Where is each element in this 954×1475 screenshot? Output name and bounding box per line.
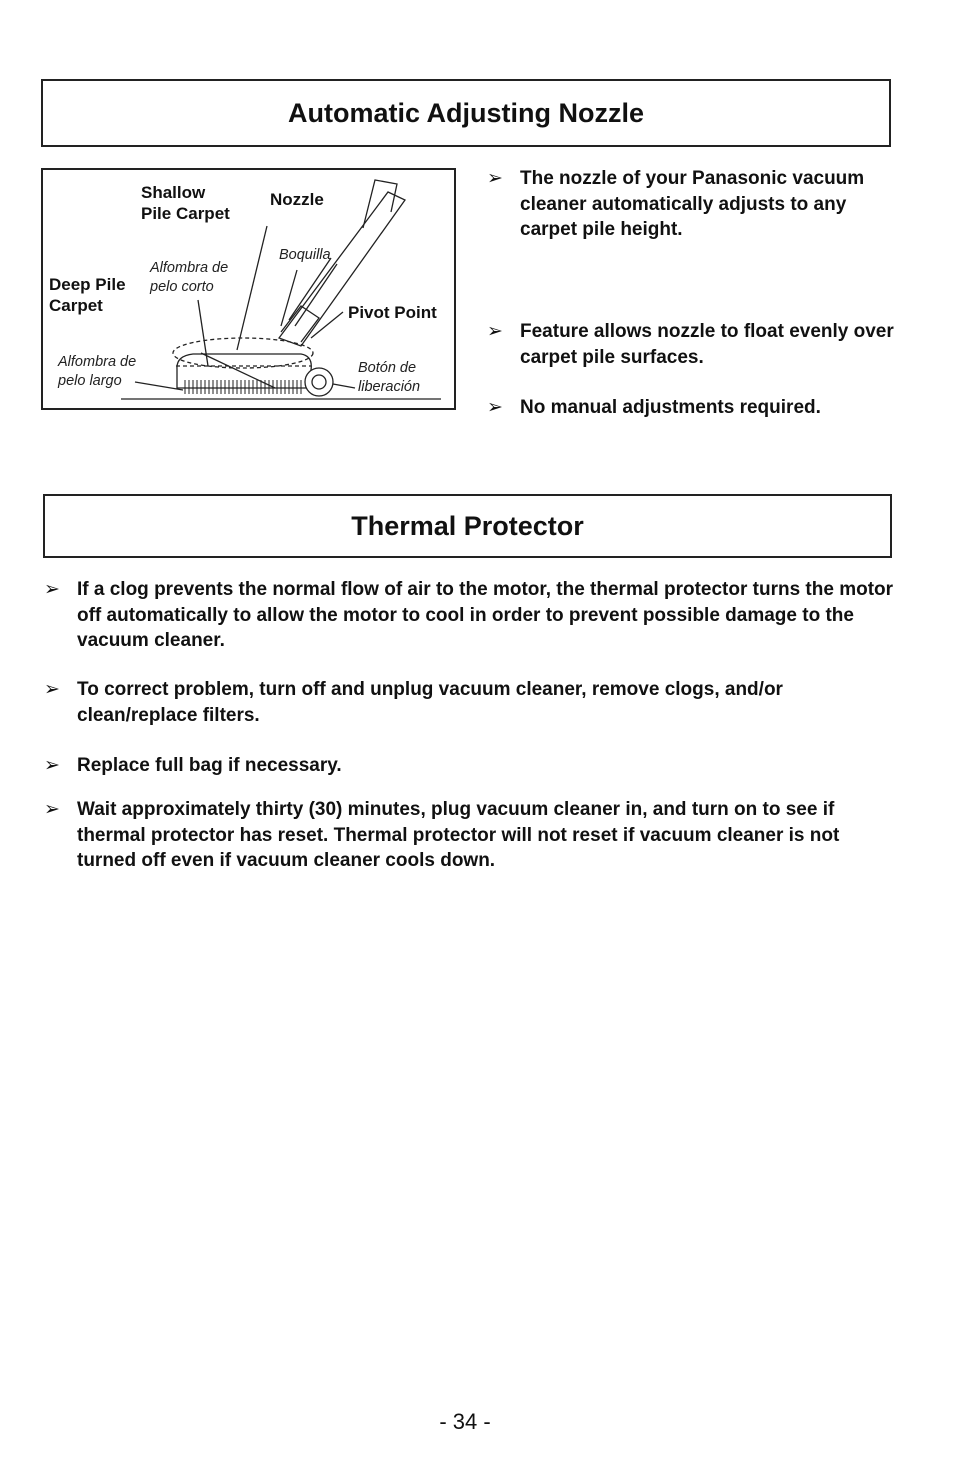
bullet-arrow-icon: ➢ (487, 321, 503, 342)
bullet-arrow-icon: ➢ (487, 397, 503, 418)
bullet-arrow-icon: ➢ (44, 579, 60, 600)
bullet-text: To correct problem, turn off and unplug vacuum cleaner, remove clogs, and/or clean/replace filters. (77, 679, 783, 726)
bullet-text: Replace full bag if necessary. (77, 755, 342, 776)
nozzle-bullet (487, 166, 897, 243)
nozzle-diagram (41, 168, 456, 410)
nozzle-bullet (487, 319, 897, 370)
section-title-text: Automatic Adjusting Nozzle (288, 97, 644, 128)
label-nozzle: Nozzle (270, 190, 324, 209)
section-title-nozzle (41, 79, 891, 147)
section-title-text: Thermal Protector (351, 510, 584, 541)
bullet-arrow-icon: ➢ (44, 799, 60, 820)
label-boquilla: Boquilla (279, 247, 331, 263)
label-pivot-point: Pivot Point (348, 303, 437, 322)
bullet-arrow-icon: ➢ (44, 755, 60, 776)
bullet-text: Feature allows nozzle to float evenly over carpet pile surfaces. (520, 321, 894, 368)
label-alfombra-pelo-corto: Alfombra de pelo corto (150, 260, 229, 295)
section-title-thermal (43, 494, 892, 558)
label-shallow-pile-carpet (141, 182, 230, 224)
bullet-text: If a clog prevents the normal flow of air to the motor, the thermal protector turns the motor off automatically to allow the motor to cool in order to prevent possible damage to the vacuum cleaner. (77, 579, 894, 651)
thermal-bullet (44, 577, 894, 654)
thermal-bullet (44, 677, 894, 728)
bullet-arrow-icon: ➢ (44, 679, 60, 700)
nozzle-bullet (487, 395, 897, 421)
thermal-bullet (44, 753, 894, 779)
page-number: - 34 - (439, 1409, 491, 1434)
bullet-arrow-icon: ➢ (487, 168, 503, 189)
label-text: Shallow Pile Carpet (141, 183, 230, 223)
label-deep-pile-carpet: Deep Pile Carpet (49, 275, 126, 315)
bullet-text: The nozzle of your Panasonic vacuum cleaner automatically adjusts to any carpet pile height. (520, 168, 865, 240)
bullet-text: Wait approximately thirty (30) minutes, plug vacuum cleaner in, and turn on to see if thermal protector has reset. Thermal protector will not reset if vacuum cleaner is not turned off even if vacuum cleaner cools down. (77, 799, 840, 871)
bullet-text: No manual adjustments required. (520, 397, 821, 418)
label-alfombra-pelo-largo: Alfombra de pelo largo (58, 354, 137, 389)
label-boton-liberacion: Botón de liberación (358, 360, 421, 395)
thermal-bullet (44, 797, 894, 874)
